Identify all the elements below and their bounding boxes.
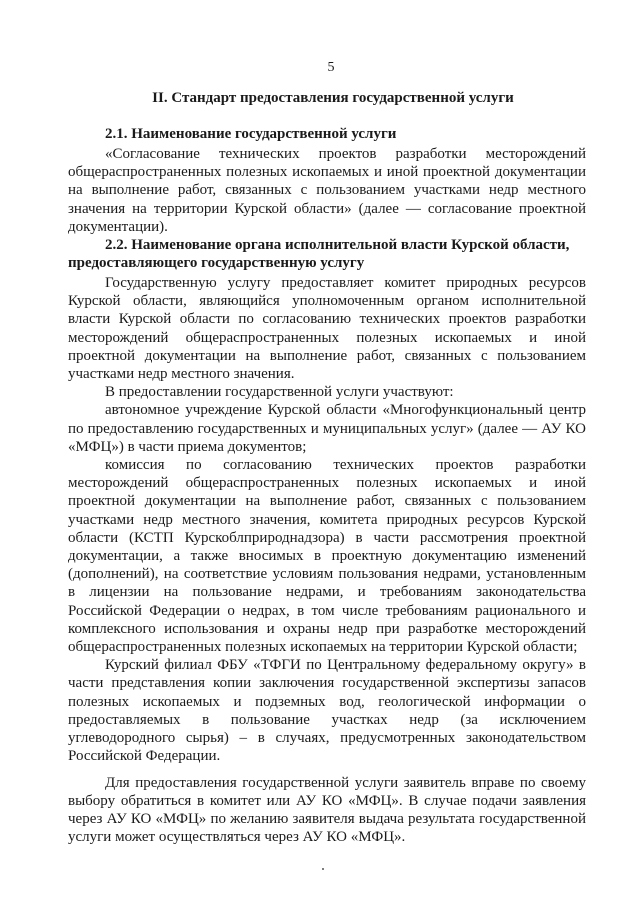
paragraph: автономное учреждение Курской области «Многофункциональный центр по предоставлению государственных и муниципальных услуг» (далее — АУ КО «МФЦ») в части приема документов; bbox=[68, 402, 586, 455]
section-2-2 bbox=[68, 236, 586, 846]
section-heading: 2.2. Наименование органа исполнительной власти Курской области, предоставляющего государственную услугу bbox=[68, 237, 570, 272]
section-title: II. Стандарт предоставления государственной услуги bbox=[152, 90, 514, 106]
section-heading: 2.1. Наименование государственной услуги bbox=[105, 126, 397, 142]
paragraph: Курский филиал ФБУ «ТФГИ по Центральному федеральному округу» в части представления копии заключения государственной экспертизы запасов полезных ископаемых и подземных вод, геологической информации о предоставляемых в пользование участках недр (за исключением углеводородного сырья) – в случаях, предусмотренных законодательством Российской Федерации. bbox=[68, 657, 586, 765]
section-2-1 bbox=[68, 125, 586, 236]
document-page bbox=[68, 60, 586, 846]
paragraph: комиссия по согласованию технических проектов разработки месторождений общераспространенных полезных ископаемых и иной проектной документации на выполнение работ, связанных с пользованием участками недр местного значения, комитета природных ресурсов Курской области (КСТП Курскоблприроднадзора) в части рассмотрения проектной документации, а также вносимых в проектную документацию изменений (дополнений), на соответствие условиям пользования недрами, установленным в лицензии на пользование недрами, и требованиям законодательства Российской Федерации о недрах, в том числе требованиям рационального и комплексного использования и охраны недр при разработке месторождений общераспространенных полезных ископаемых на территории Курской области; bbox=[68, 457, 586, 656]
paragraph: В предоставлении государственной услуги участвуют: bbox=[105, 384, 454, 401]
page-number: 5 bbox=[327, 60, 335, 75]
scan-speck bbox=[322, 868, 324, 870]
paragraph: Государственную услугу предоставляет комитет природных ресурсов Курской области, являющийся уполномоченным органом исполнительной власти Курской области по согласованию технических проектов разработки месторождений общераспространенных полезных ископаемых и иной проектной документации на выполнение работ, связанных с пользованием участками недр местного значения. bbox=[68, 275, 586, 383]
paragraph: Для предоставления государственной услуги заявитель вправе по своему выбору обратиться в комитет или АУ КО «МФЦ». В случае подачи заявления через АУ КО «МФЦ» по желанию заявителя выдача результата государственной услуги может осуществляться через АУ КО «МФЦ». bbox=[68, 774, 586, 846]
paragraph: «Согласование технических проектов разработки месторождений общераспространенных полезных ископаемых и иной проектной документации на выполнение работ, связанных с пользованием участками недр местного значения на территории Курской области» (далее — согласование проектной документации). bbox=[68, 146, 586, 235]
